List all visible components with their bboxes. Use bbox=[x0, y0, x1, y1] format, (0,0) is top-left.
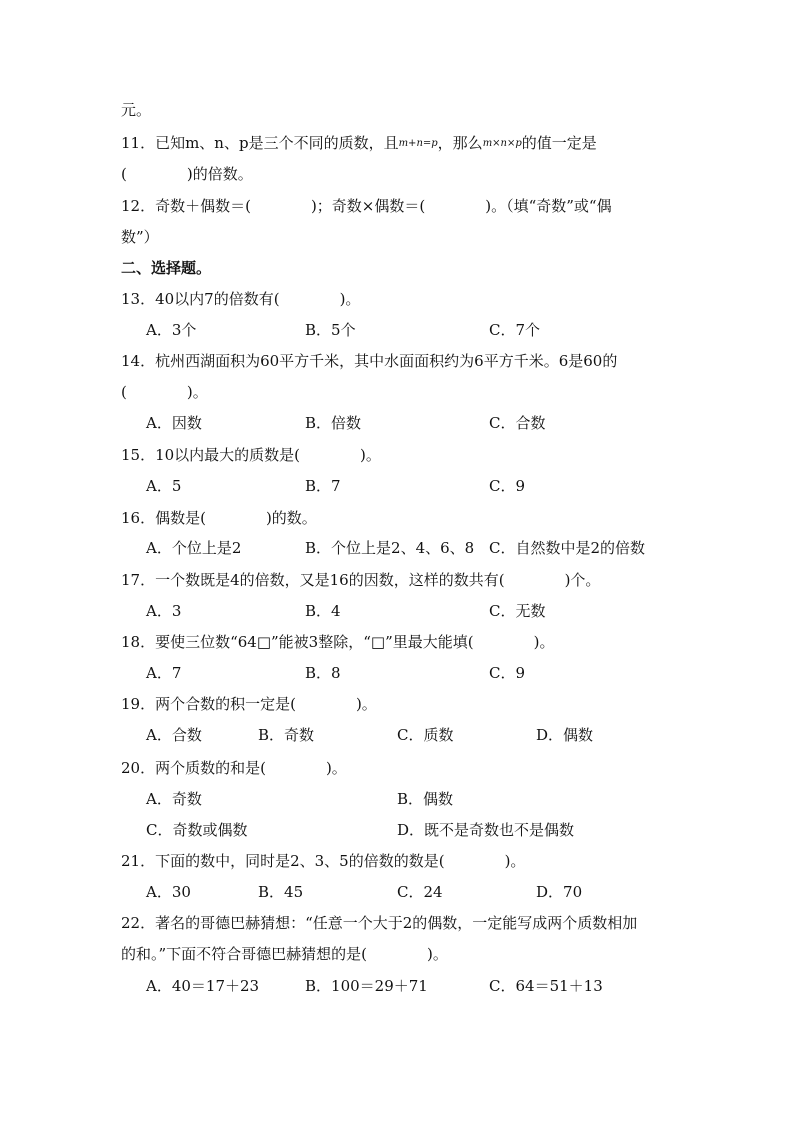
line-text: 12．奇数＋偶数＝( )；奇数×偶数＝( )。（填“奇数”或“偶 bbox=[121, 197, 612, 215]
answer-option: D．既不是奇数也不是偶数 bbox=[397, 821, 575, 839]
answer-option: C．质数 bbox=[397, 726, 454, 744]
question-line bbox=[121, 570, 600, 590]
answer-option: B．8 bbox=[305, 664, 341, 682]
line-text: 20．两个质数的和是( )。 bbox=[121, 759, 347, 777]
answer-option: A．合数 bbox=[146, 726, 202, 744]
answer-option: B．4 bbox=[305, 602, 341, 620]
answer-option: A．因数 bbox=[146, 414, 202, 432]
question-line bbox=[121, 382, 208, 402]
line-text: 元。 bbox=[121, 101, 152, 119]
answer-option: B．5个 bbox=[305, 321, 356, 339]
line-text: 22．著名的哥德巴赫猜想：“任意一个大于2的偶数，一定能写成两个质数相加 bbox=[121, 914, 638, 932]
line-text: 14．杭州西湖面积为60平方千米，其中水面面积约为6平方千米。6是60的 bbox=[121, 352, 618, 370]
answer-option: B．偶数 bbox=[397, 790, 454, 808]
question-line bbox=[121, 133, 597, 154]
answer-option: C．64＝51＋13 bbox=[489, 977, 603, 995]
section-heading bbox=[121, 258, 211, 278]
question-line bbox=[121, 227, 159, 247]
answer-option: A．7 bbox=[146, 664, 182, 682]
question-line bbox=[121, 164, 253, 184]
answer-option: D．偶数 bbox=[536, 726, 594, 744]
answer-option: B．7 bbox=[305, 477, 341, 495]
question-line bbox=[121, 445, 381, 465]
line-text: 18．要使三位数“64□”能被3整除，“□”里最大能填( )。 bbox=[121, 633, 555, 651]
line-text: 二、选择题。 bbox=[121, 259, 212, 277]
answer-option: D．70 bbox=[536, 883, 583, 901]
answer-option: B．倍数 bbox=[305, 414, 362, 432]
question-line bbox=[121, 694, 377, 714]
question-line bbox=[121, 758, 347, 778]
line-text: ，那么 bbox=[437, 134, 483, 152]
answer-option: A．5 bbox=[146, 477, 182, 495]
answer-option: C．9 bbox=[489, 477, 526, 495]
line-text: 15．10以内最大的质数是( )。 bbox=[121, 446, 381, 464]
answer-option: B．奇数 bbox=[258, 726, 315, 744]
answer-option: B．100＝29＋71 bbox=[305, 977, 428, 995]
answer-option: B．个位上是2、4、6、8 bbox=[305, 539, 475, 557]
answer-option: A．个位上是2 bbox=[146, 539, 242, 557]
question-line bbox=[121, 508, 317, 528]
answer-option: C．9 bbox=[489, 664, 526, 682]
answer-option: A．3 bbox=[146, 602, 182, 620]
line-text: 19．两个合数的积一定是( )。 bbox=[121, 695, 377, 713]
question-line bbox=[121, 851, 525, 871]
line-text: 16．偶数是( )的数。 bbox=[121, 509, 317, 527]
line-text: 数”） bbox=[121, 228, 159, 246]
line-text: ( )。 bbox=[121, 383, 208, 401]
question-line bbox=[121, 944, 448, 964]
math-expression: m+n=p bbox=[398, 138, 438, 149]
answer-option: B．45 bbox=[258, 883, 304, 901]
question-line bbox=[121, 196, 612, 216]
line-text: 21．下面的数中，同时是2、3、5的倍数的数是( )。 bbox=[121, 852, 526, 870]
question-line bbox=[121, 913, 637, 933]
answer-option: A．30 bbox=[146, 883, 191, 901]
question-line bbox=[121, 351, 617, 371]
answer-option: C．合数 bbox=[489, 414, 546, 432]
answer-option: A．3个 bbox=[146, 321, 197, 339]
line-text: 11．已知m、n、p是三个不同的质数，且 bbox=[121, 134, 399, 152]
question-line bbox=[121, 100, 151, 120]
answer-option: C．奇数或偶数 bbox=[146, 821, 248, 839]
answer-option: C．自然数中是2的倍数 bbox=[489, 539, 646, 557]
line-text: ( )的倍数。 bbox=[121, 165, 253, 183]
answer-option: C．24 bbox=[397, 883, 443, 901]
line-text: 的和。”下面不符合哥德巴赫猜想的是( )。 bbox=[121, 945, 448, 963]
answer-option: A．奇数 bbox=[146, 790, 202, 808]
question-line bbox=[121, 289, 360, 309]
answer-option: C．7个 bbox=[489, 321, 541, 339]
answer-option: A．40＝17＋23 bbox=[146, 977, 260, 995]
line-text: 的值一定是 bbox=[521, 134, 597, 152]
line-text: 17．一个数既是4的倍数，又是16的因数，这样的数共有( )个。 bbox=[121, 571, 601, 589]
question-line bbox=[121, 632, 554, 652]
math-expression: m×n×p bbox=[482, 138, 522, 149]
line-text: 13．40以内7的倍数有( )。 bbox=[121, 290, 361, 308]
answer-option: C．无数 bbox=[489, 602, 546, 620]
